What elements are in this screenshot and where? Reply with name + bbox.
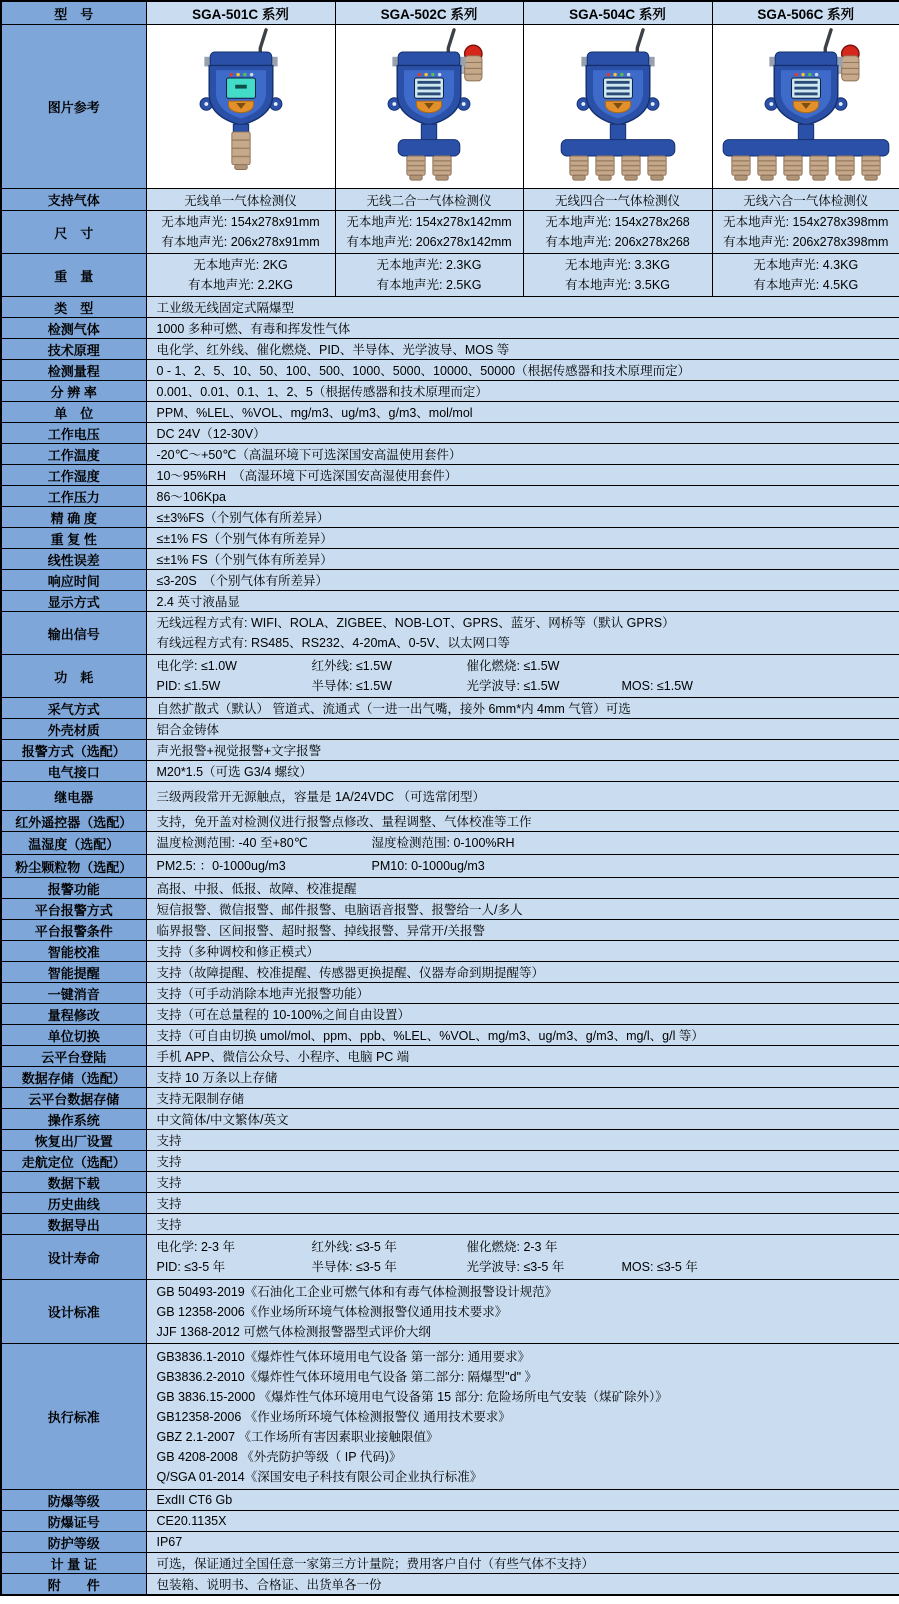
row-value: ≤±1% FS（个别气体有所差异）: [146, 528, 899, 549]
row-value: 无本地声光: 154x278x398mm 有本地声光: 206x278x398mm: [712, 211, 899, 254]
row-value: 支持: [146, 1130, 899, 1151]
row-value: 0.001、0.01、0.1、1、2、5（根据传感器和技术原理而定）: [146, 381, 899, 402]
row-value: 支持（多种调校和修正模式）: [146, 941, 899, 962]
row-value: 无线远程方式有: WIFI、ROLA、ZIGBEE、NOB-LOT、GPRS、蓝牙、网桥等（默认 GPRS） 有线远程方式有: RS485、RS232、4-20mA、0-5V、以太网口等: [146, 612, 899, 655]
row-label: 支持气体: [1, 189, 146, 211]
row-label: 粉尘颗粒物（选配）: [1, 855, 146, 878]
row-value: 支持: [146, 1193, 899, 1214]
row-value: 无线二合一气体检测仪: [335, 189, 523, 211]
row-value: 无本地声光: 3.3KG 有本地声光: 3.5KG: [523, 254, 712, 297]
row-label-image: 图片参考: [1, 25, 146, 189]
row-label: 检测量程: [1, 360, 146, 381]
row-value: 三级两段常开无源触点，容量是 1A/24VDC （可选常闭型）: [146, 782, 899, 811]
row-value: GB 50493-2019《石油化工企业可燃气体和有毒气体检测报警设计规范》 GB 12358-2006《作业场所环境气体检测报警仪通用技术要求》 JJF 1368-2012 可燃气体检测报警器型式评价大纲: [146, 1280, 899, 1344]
row-label: 附 件: [1, 1574, 146, 1596]
device-illustration: [525, 25, 711, 183]
row-label: 继电器: [1, 782, 146, 811]
row-value: 10～95%RH （高湿环境下可选深国安高湿使用套件）: [146, 465, 899, 486]
row-label: 显示方式: [1, 591, 146, 612]
row-value: 无线单一气体检测仪: [146, 189, 335, 211]
row-value: CE20.1135X: [146, 1511, 899, 1532]
row-value: 无线四合一气体检测仪: [523, 189, 712, 211]
row-label: 类 型: [1, 297, 146, 318]
row-value: 无本地声光: 154x278x142mm 有本地声光: 206x278x142mm: [335, 211, 523, 254]
row-label: 执行标准: [1, 1344, 146, 1490]
row-value: 无本地声光: 154x278x91mm 有本地声光: 206x278x91mm: [146, 211, 335, 254]
spec-table-body: [1, 1, 899, 1595]
product-image-1: [146, 25, 335, 189]
device-illustration: [148, 25, 334, 183]
row-value: -20℃～+50℃（高温环境下可选深国安高温使用套件）: [146, 444, 899, 465]
row-label: 操作系统: [1, 1109, 146, 1130]
row-label: 红外遥控器（选配）: [1, 811, 146, 832]
row-label: 设计寿命: [1, 1235, 146, 1280]
row-label: 量程修改: [1, 1004, 146, 1025]
row-label: 报警方式（选配）: [1, 740, 146, 761]
row-label: 防爆证号: [1, 1511, 146, 1532]
row-label: 云平台登陆: [1, 1046, 146, 1067]
header-model-3: SGA-504C 系列: [523, 1, 712, 25]
row-label: 外壳材质: [1, 719, 146, 740]
row-value: 2.4 英寸液晶显: [146, 591, 899, 612]
row-label: 计 量 证: [1, 1553, 146, 1574]
row-label: 温湿度（选配）: [1, 832, 146, 855]
row-label: 分 辨 率: [1, 381, 146, 402]
row-value: PPM、%LEL、%VOL、mg/m3、ug/m3、g/m3、mol/mol: [146, 402, 899, 423]
row-value: 支持（可自由切换 umol/mol、ppm、ppb、%LEL、%VOL、mg/m3、ug/m3、g/m3、mg/l、g/l 等）: [146, 1025, 899, 1046]
row-label: 重 量: [1, 254, 146, 297]
row-value: 电化学: 2-3 年 红外线: ≤3-5 年 催化燃烧: 2-3 年 PID: ≤3-5 年 半导体: ≤3-5 年 光学波导: ≤3-5 年 MOS: ≤3-5 年: [146, 1235, 899, 1280]
row-value: 声光报警+视觉报警+文字报警: [146, 740, 899, 761]
row-value: ≤±3%FS（个别气体有所差异）: [146, 507, 899, 528]
device-illustration: [713, 25, 899, 183]
row-label: 防爆等级: [1, 1490, 146, 1511]
row-value: PM2.5: ：0-1000ug/m3 PM10: 0-1000ug/m3: [146, 855, 899, 878]
product-image-4: [712, 25, 899, 189]
row-value: IP67: [146, 1532, 899, 1553]
row-label: 工作电压: [1, 423, 146, 444]
row-value: 铝合金铸体: [146, 719, 899, 740]
row-value: 包装箱、说明书、合格证、出货单各一份: [146, 1574, 899, 1596]
row-value: 支持: [146, 1151, 899, 1172]
row-label: 智能提醒: [1, 962, 146, 983]
row-value: 高报、中报、低报、故障、校准提醒: [146, 878, 899, 899]
row-label: 防护等级: [1, 1532, 146, 1553]
row-value: DC 24V（12-30V）: [146, 423, 899, 444]
row-label: 响应时间: [1, 570, 146, 591]
row-label: 数据导出: [1, 1214, 146, 1235]
row-value: 短信报警、微信报警、邮件报警、电脑语音报警、报警给一人/多人: [146, 899, 899, 920]
header-model-4: SGA-506C 系列: [712, 1, 899, 25]
row-label: 平台报警条件: [1, 920, 146, 941]
row-label: 工作湿度: [1, 465, 146, 486]
row-value: GB3836.1-2010《爆炸性气体环境用电气设备 第一部分: 通用要求》 GB3836.2-2010《爆炸性气体环境用电气设备 第二部分: 隔爆型"d" 》 GB 3836.15-2000 《爆炸性气体环境用电气设备第 15 部分: 危险场所电气安装（煤矿除外）》 GB12358-2006 《作业场所环境气体检测报警仪 通用技术要求》 GBZ 2.1-2007 《工作场所有害因素职业接触限值》 GB 4208-2008 《外壳防护等级（ IP 代码)》 Q/SGA 01-2014《深国安电子科技有限公司企业执行标准》: [146, 1344, 899, 1490]
row-value: 无本地声光: 154x278x268 有本地声光: 206x278x268: [523, 211, 712, 254]
row-value: 86～106Kpa: [146, 486, 899, 507]
row-value: 无本地声光: 2.3KG 有本地声光: 2.5KG: [335, 254, 523, 297]
row-label: 电气接口: [1, 761, 146, 782]
row-label: 重 复 性: [1, 528, 146, 549]
row-label: 工作压力: [1, 486, 146, 507]
row-label: 工作温度: [1, 444, 146, 465]
row-value: 无本地声光: 4.3KG 有本地声光: 4.5KG: [712, 254, 899, 297]
row-value: 支持，免开盖对检测仪进行报警点修改、量程调整、气体校准等工作: [146, 811, 899, 832]
row-label: 云平台数据存储: [1, 1088, 146, 1109]
row-label: 走航定位（选配）: [1, 1151, 146, 1172]
row-label: 采气方式: [1, 698, 146, 719]
row-value: 支持（可手动消除本地声光报警功能）: [146, 983, 899, 1004]
row-label: 平台报警方式: [1, 899, 146, 920]
row-label: 精 确 度: [1, 507, 146, 528]
row-value: ≤3-20S （个别气体有所差异）: [146, 570, 899, 591]
row-value: ExdII CT6 Gb: [146, 1490, 899, 1511]
product-image-2: [335, 25, 523, 189]
row-label: 功 耗: [1, 655, 146, 698]
row-label: 尺 寸: [1, 211, 146, 254]
row-label: 智能校准: [1, 941, 146, 962]
row-value: 支持 10 万条以上存储: [146, 1067, 899, 1088]
row-value: 0 - 1、2、5、10、50、100、500、1000、5000、10000、50000（根据传感器和技术原理而定）: [146, 360, 899, 381]
row-value: 温度检测范围: -40 至+80℃ 湿度检测范围: 0-100%RH: [146, 832, 899, 855]
row-label: 恢复出厂设置: [1, 1130, 146, 1151]
row-label: 单 位: [1, 402, 146, 423]
row-value: 可选，保证通过全国任意一家第三方计量院；费用客户自付（有些气体不支持）: [146, 1553, 899, 1574]
row-value: 1000 多种可燃、有毒和挥发性气体: [146, 318, 899, 339]
header-model-label: 型 号: [1, 1, 146, 25]
device-illustration: [336, 25, 522, 183]
row-value: 支持: [146, 1214, 899, 1235]
row-label: 历史曲线: [1, 1193, 146, 1214]
header-model-1: SGA-501C 系列: [146, 1, 335, 25]
row-value: ≤±1% FS（个别气体有所差异）: [146, 549, 899, 570]
row-label: 报警功能: [1, 878, 146, 899]
row-value: 无本地声光: 2KG 有本地声光: 2.2KG: [146, 254, 335, 297]
row-value: 临界报警、区间报警、超时报警、掉线报警、异常开/关报警: [146, 920, 899, 941]
row-value: 手机 APP、微信公众号、小程序、电脑 PC 端: [146, 1046, 899, 1067]
row-value: 支持: [146, 1172, 899, 1193]
row-value: 电化学: ≤1.0W 红外线: ≤1.5W 催化燃烧: ≤1.5W PID: ≤1.5W 半导体: ≤1.5W 光学波导: ≤1.5W MOS: ≤1.5W: [146, 655, 899, 698]
row-value: 支持（故障提醒、校准提醒、传感器更换提醒、仪器寿命到期提醒等）: [146, 962, 899, 983]
row-label: 数据存储（选配）: [1, 1067, 146, 1088]
row-label: 线性误差: [1, 549, 146, 570]
row-label: 设计标准: [1, 1280, 146, 1344]
row-label: 检测气体: [1, 318, 146, 339]
row-value: 支持无限制存储: [146, 1088, 899, 1109]
row-label: 输出信号: [1, 612, 146, 655]
header-model-2: SGA-502C 系列: [335, 1, 523, 25]
row-value: M20*1.5（可选 G3/4 螺纹）: [146, 761, 899, 782]
product-image-3: [523, 25, 712, 189]
row-value: 自然扩散式（默认） 管道式、流通式（一进一出气嘴，接外 6mm*内 4mm 气管）可选: [146, 698, 899, 719]
row-label: 一键消音: [1, 983, 146, 1004]
row-label: 数据下载: [1, 1172, 146, 1193]
row-value: 支持（可在总量程的 10-100%之间自由设置）: [146, 1004, 899, 1025]
row-value: 电化学、红外线、催化燃烧、PID、半导体、光学波导、MOS 等: [146, 339, 899, 360]
row-value: 无线六合一气体检测仪: [712, 189, 899, 211]
row-label: 技术原理: [1, 339, 146, 360]
row-value: 中文简体/中文繁体/英文: [146, 1109, 899, 1130]
row-value: 工业级无线固定式隔爆型: [146, 297, 899, 318]
row-label: 单位切换: [1, 1025, 146, 1046]
